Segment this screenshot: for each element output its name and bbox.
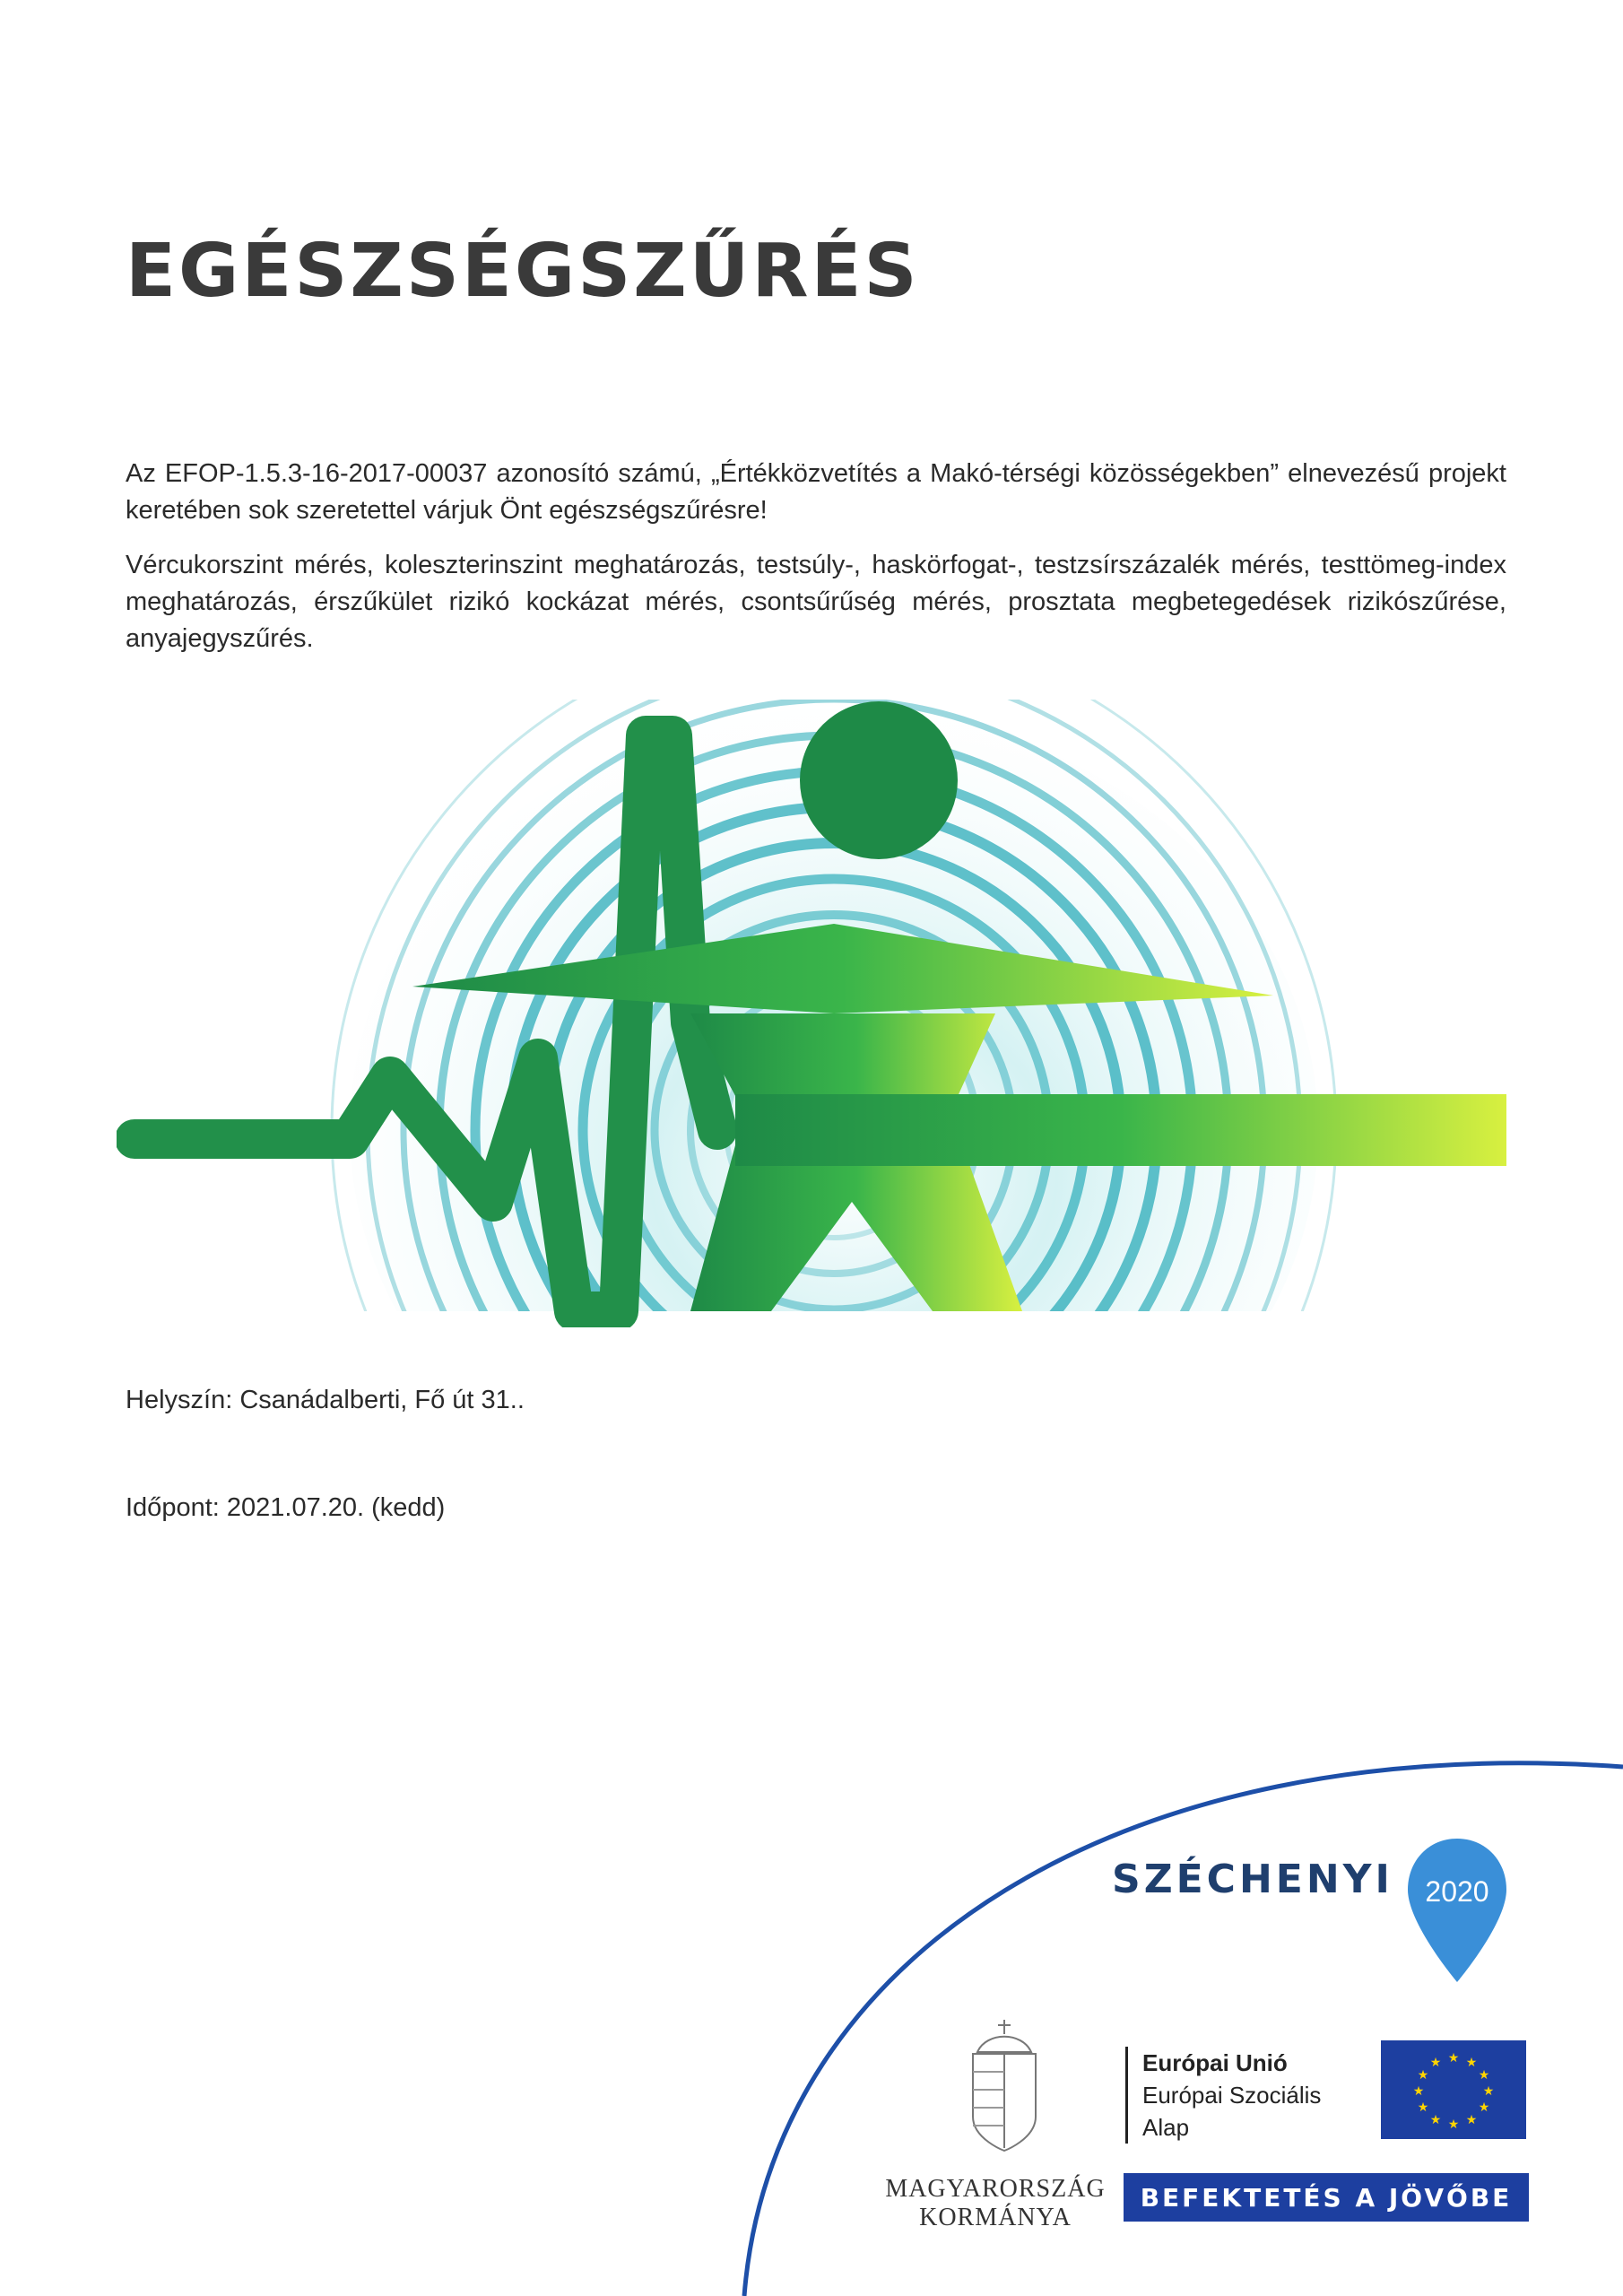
svg-text:★: ★ [1429,2113,1442,2127]
government-line-2: KORMÁNYA [919,2204,1072,2231]
eu-line-1: Európai Unió [1142,2049,1288,2076]
svg-text:★: ★ [1417,2068,1429,2083]
svg-text:★: ★ [1465,2113,1478,2127]
hungarian-coat-of-arms [955,2018,1054,2152]
services-paragraph: Vércukorszint mérés, koleszterinszint meghatározás, testsúly-, haskörfogat-, testzsírszázalék mérés, testtömeg-index meghatározás, érszűkület rizikó kockázat mérés, csontsűrűség mérés, prosztata megbetegedések rizikószűrése, anyajegyszűrés. [126,551,1506,653]
svg-text:★: ★ [1429,2056,1442,2070]
location-pin-icon [1403,1834,1511,1987]
intro-paragraph: Az EFOP-1.5.3-16-2017-00037 azonosító számú, „Értékközvetítés a Makó-térségi közösségekben” elnevezésű projekt keretében sok szeretettel várjuk Önt egészségszűrésre! [126,459,1506,525]
location-text: Helyszín: Csanádalberti, Fő út 31.. [126,1386,525,1414]
svg-text:★: ★ [1417,2100,1429,2115]
svg-text:★: ★ [1482,2084,1495,2099]
svg-text:★: ★ [1412,2084,1425,2099]
health-figure-illustration [117,700,1515,1327]
date-text: Időpont: 2021.07.20. (kedd) [126,1493,446,1522]
eu-line-3: Alap [1142,2114,1190,2141]
svg-text:★: ★ [1465,2056,1478,2070]
government-line-1: MAGYARORSZÁG [885,2175,1106,2203]
svg-text:★: ★ [1447,2051,1460,2066]
svg-text:★: ★ [1478,2068,1490,2083]
svg-text:★: ★ [1478,2100,1490,2115]
eu-fund-text [1125,2047,1321,2144]
page-title: EGÉSZSÉGSZŰRÉS [126,229,920,314]
eu-flag-icon [1381,2040,1526,2139]
szechenyi-logo-text: SZÉCHENYI [1112,1857,1393,1902]
investment-banner: BEFEKTETÉS A JÖVŐBE [1124,2173,1529,2222]
szechenyi-year: 2020 [1425,1875,1489,1908]
government-logo-text [883,2175,1107,2232]
eu-line-2: Európai Szociális [1142,2082,1322,2109]
svg-text:★: ★ [1447,2118,1460,2132]
